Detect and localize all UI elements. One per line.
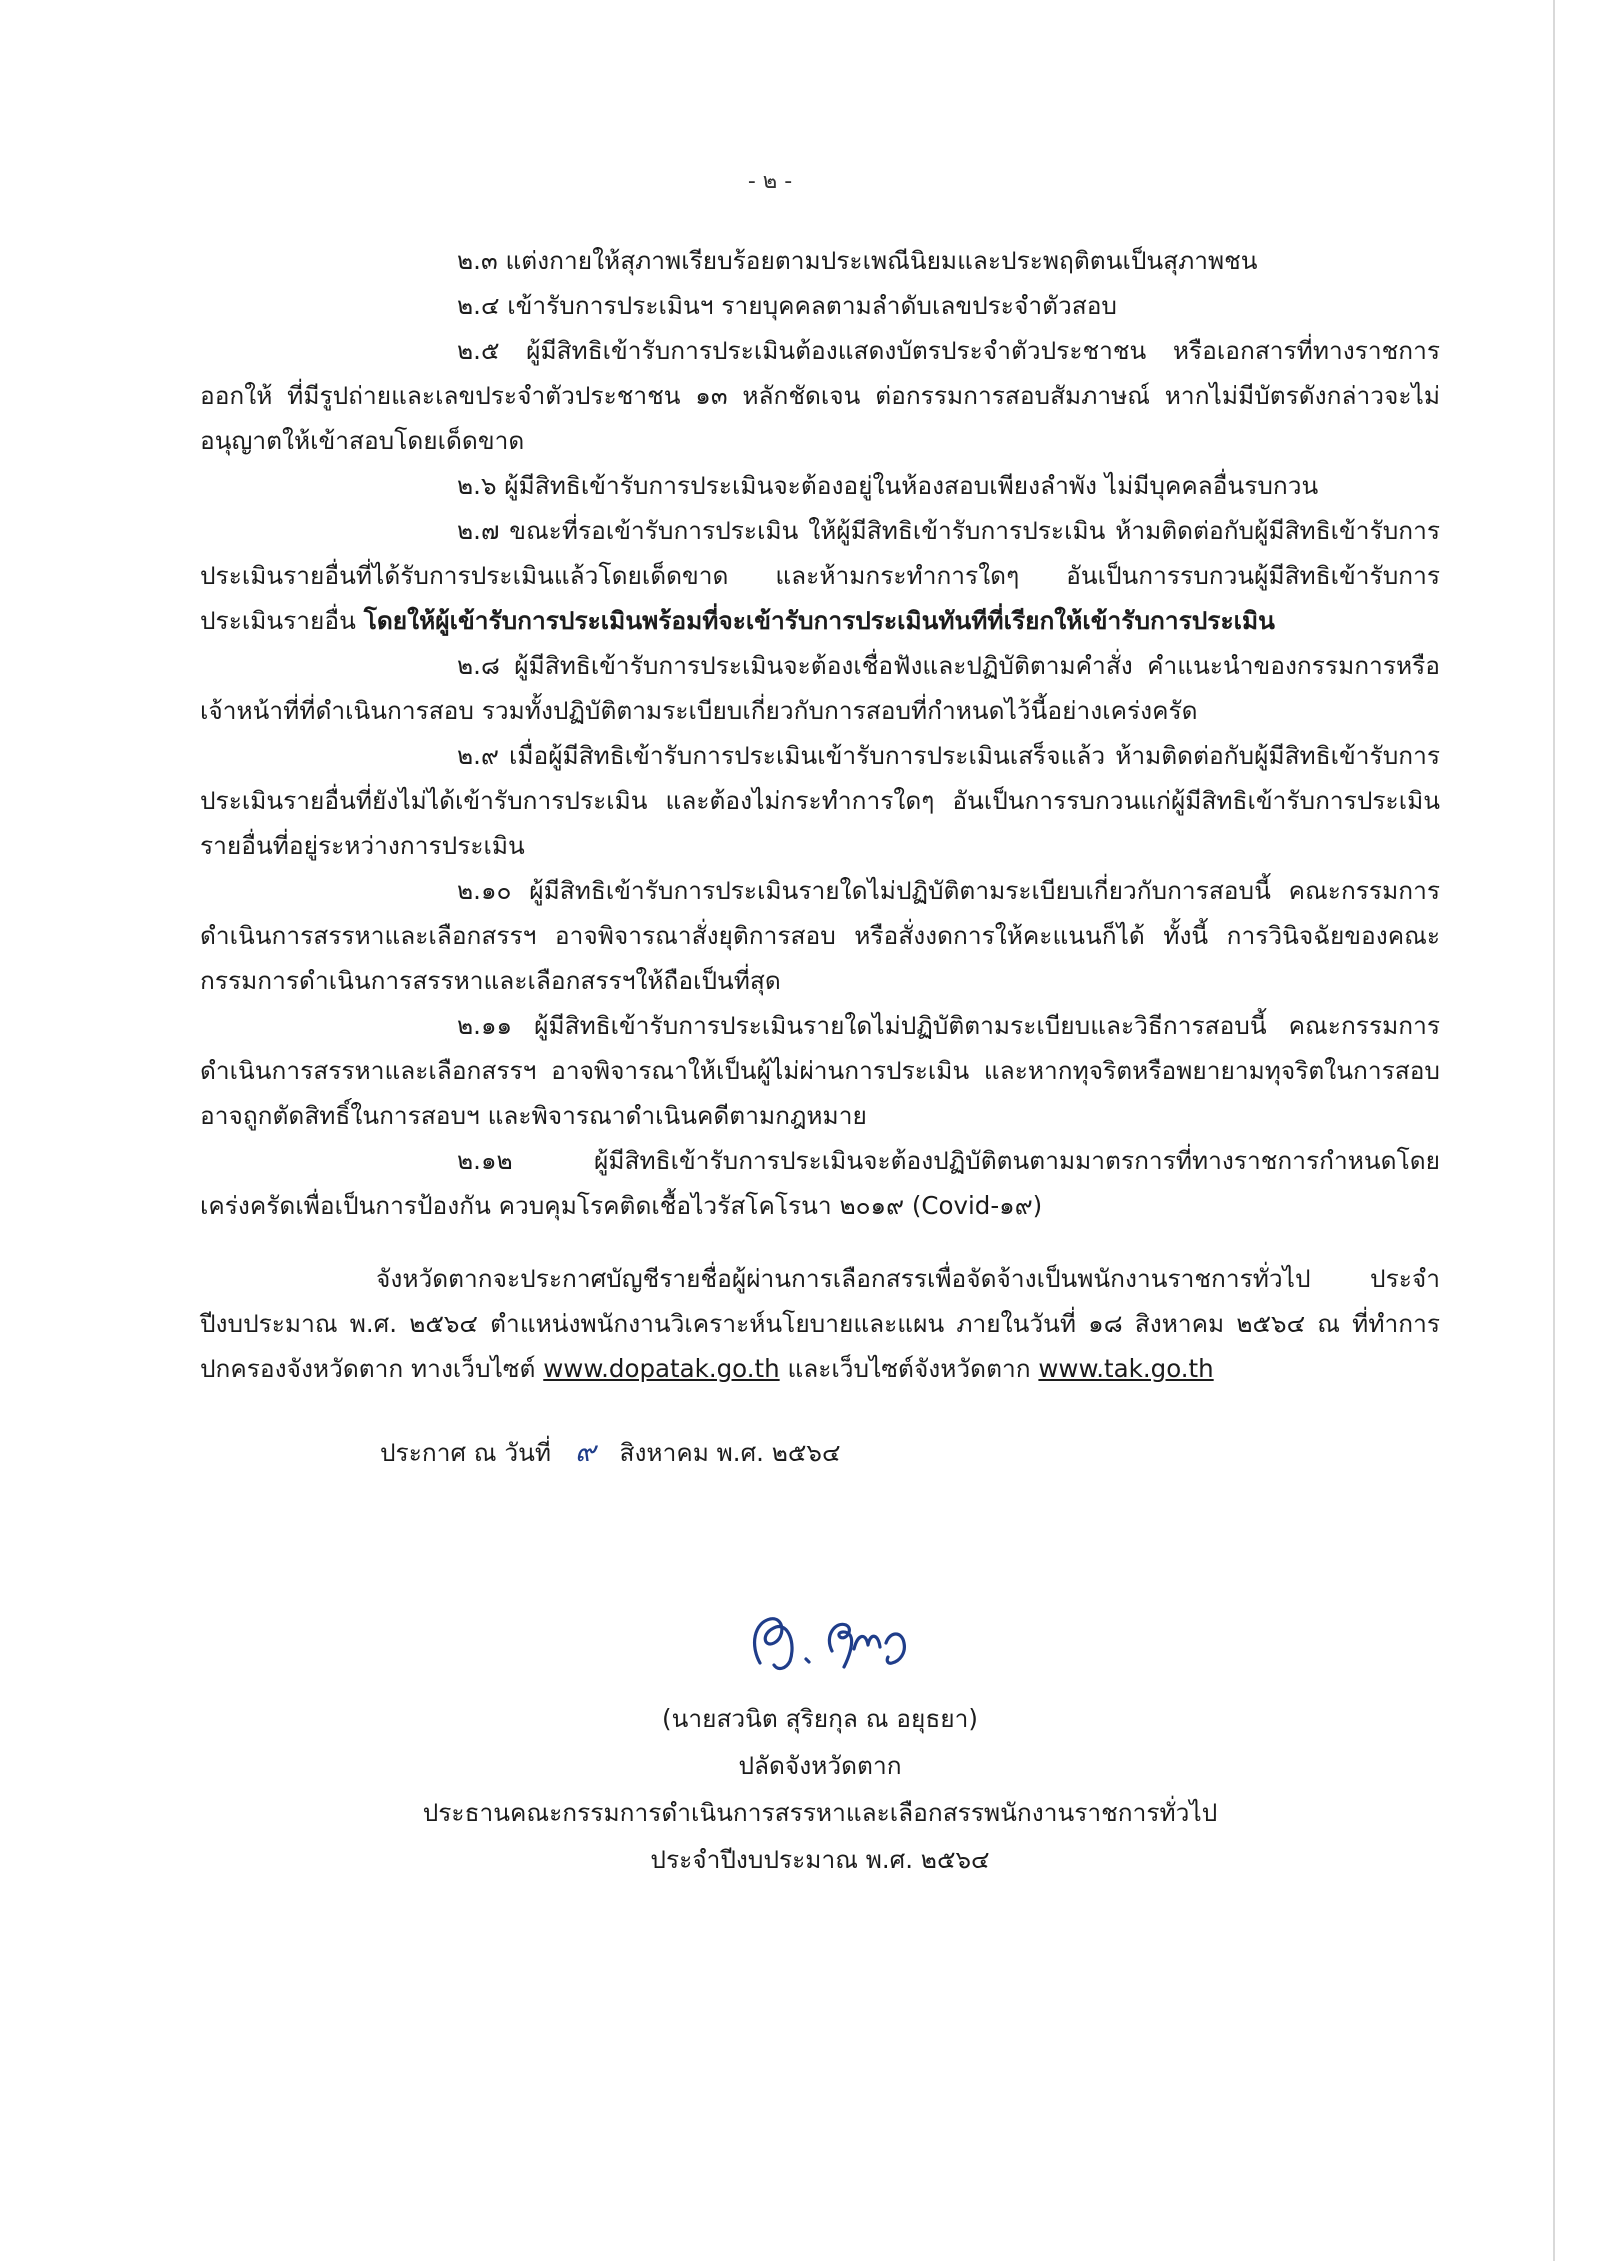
clause-2-4: ๒.๔ เข้ารับการประเมินฯ รายบุคคลตามลำดับเลขประจำตัวสอบ [457, 291, 1117, 320]
clause-2-7-bold-instruction: โดยให้ผู้เข้ารับการประเมินพร้อมที่จะเข้ารับการประเมินทันทีที่เรียกให้เข้ารับการประเมิน [363, 606, 1275, 635]
signer-position: ปลัดจังหวัดตาก [738, 1751, 902, 1780]
clause-2-7-text: ๒.๗ ขณะที่รอเข้ารับการประเมิน ให้ผู้มีสิทธิเข้ารับการประเมิน ห้ามติดต่อกับผู้มีสิทธิเข้ารับการประเมินรายอื่นที่ได้รับการประเมินแล้วโดยเด็ดขาด และห้ามกระทำการใดๆ อันเป็นการรบกวนผู้มีสิทธิเข้ารับการประเมินรายอื่น [200, 516, 1440, 635]
signer-role-line-1: ประธานคณะกรรมการดำเนินการสรรหาและเลือกสรรพนักงานราชการทั่วไป [422, 1798, 1218, 1827]
clause-2-7 [200, 508, 1440, 643]
announcement-date [380, 1429, 1440, 1475]
page-edge-line [1553, 0, 1555, 2261]
clause-2-3: ๒.๓ แต่งกายให้สุภาพเรียบร้อยตามประเพณีนิยมและประพฤติตนเป็นสุภาพชน [457, 246, 1258, 275]
date-suffix: สิงหาคม พ.ศ. ๒๕๖๔ [619, 1438, 841, 1467]
document-body [200, 238, 1440, 1475]
date-prefix: ประกาศ ณ วันที่ [380, 1438, 551, 1467]
signature-image [720, 1585, 950, 1695]
announcement-connector: และเว็บไซต์จังหวัดตาก [787, 1354, 1031, 1383]
clause-2-10: ๒.๑๐ ผู้มีสิทธิเข้ารับการประเมินรายใดไม่ปฏิบัติตามระเบียบเกี่ยวกับการสอบนี้ คณะกรรมการดำเนินการสรรหาและเลือกสรรฯ อาจพิจารณาสั่งยุติการสอบ หรือสั่งงดการให้คะแนนก็ได้ ทั้งนี้ การวินิจฉัยของคณะกรรมการดำเนินการสรรหาและเลือกสรรฯให้ถือเป็นที่สุด [200, 876, 1440, 995]
page-number: - ๒ - [747, 169, 793, 194]
announcement-paragraph [200, 1256, 1440, 1391]
clause-2-11: ๒.๑๑ ผู้มีสิทธิเข้ารับการประเมินรายใดไม่ปฏิบัติตามระเบียบและวิธีการสอบนี้ คณะกรรมการดำเนินการสรรหาและเลือกสรรฯ อาจพิจารณาให้เป็นผู้ไม่ผ่านการประเมิน และหากทุจริตหรือพยายามทุจริตในการสอบอาจถูกตัดสิทธิ์ในการสอบฯ และพิจารณาดำเนินคดีตามกฎหมาย [200, 1011, 1440, 1130]
clause-2-5: ๒.๕ ผู้มีสิทธิเข้ารับการประเมินต้องแสดงบัตรประจำตัวประชาชน หรือเอกสารที่ทางราชการออกให้ ที่มีรูปถ่ายและเลขประจำตัวประชาชน ๑๓ หลักชัดเจน ต่อกรรมการสอบสัมภาษณ์ หากไม่มีบัตรดังกล่าวจะไม่อนุญาตให้เข้าสอบโดยเด็ดขาด [200, 336, 1440, 455]
signer-role-line-2: ประจำปีงบประมาณ พ.ศ. ๒๕๖๔ [650, 1845, 990, 1874]
signer-block [200, 1695, 1440, 1883]
website-link-dopatak[interactable]: www.dopatak.go.th [543, 1354, 780, 1383]
clause-2-8: ๒.๘ ผู้มีสิทธิเข้ารับการประเมินจะต้องเชื่อฟังและปฏิบัติตามคำสั่ง คำแนะนำของกรรมการหรือเจ้าหน้าที่ที่ดำเนินการสอบ รวมทั้งปฏิบัติตามระเบียบเกี่ยวกับการสอบที่กำหนดไว้นี้อย่างเคร่งครัด [200, 651, 1440, 725]
date-day-handwritten: ๙ [574, 1435, 596, 1468]
clause-2-12: ๒.๑๒ ผู้มีสิทธิเข้ารับการประเมินจะต้องปฏิบัติตนตามมาตรการที่ทางราชการกำหนดโดยเคร่งครัดเพื่อเป็นการป้องกัน ควบคุมโรคติดเชื้อไวรัสโคโรนา ๒๐๑๙ (Covid-๑๙) [200, 1146, 1440, 1220]
announcement-text: จังหวัดตากจะประกาศบัญชีรายชื่อผู้ผ่านการเลือกสรรเพื่อจัดจ้างเป็นพนักงานราชการทั่วไป ประจำปีงบประมาณ พ.ศ. ๒๕๖๔ ตำแหน่งพนักงานวิเคราะห์นโยบายและแผน ภายในวันที่ ๑๘ สิงหาคม ๒๕๖๔ ณ ที่ทำการปกครองจังหวัดตาก ทางเว็บไซต์ [200, 1264, 1440, 1383]
signer-name: (นายสวนิต สุริยกุล ณ อยุธยา) [662, 1704, 978, 1733]
clause-2-9: ๒.๙ เมื่อผู้มีสิทธิเข้ารับการประเมินเข้ารับการประเมินเสร็จแล้ว ห้ามติดต่อกับผู้มีสิทธิเข้ารับการประเมินรายอื่นที่ยังไม่ได้เข้ารับการประเมิน และต้องไม่กระทำการใดๆ อันเป็นการรบกวนแก่ผู้มีสิทธิเข้ารับการประเมินรายอื่นที่อยู่ระหว่างการประเมิน [200, 741, 1440, 860]
clause-2-6: ๒.๖ ผู้มีสิทธิเข้ารับการประเมินจะต้องอยู่ในห้องสอบเพียงลำพัง ไม่มีบุคคลอื่นรบกวน [457, 471, 1319, 500]
website-link-tak[interactable]: www.tak.go.th [1038, 1354, 1214, 1383]
